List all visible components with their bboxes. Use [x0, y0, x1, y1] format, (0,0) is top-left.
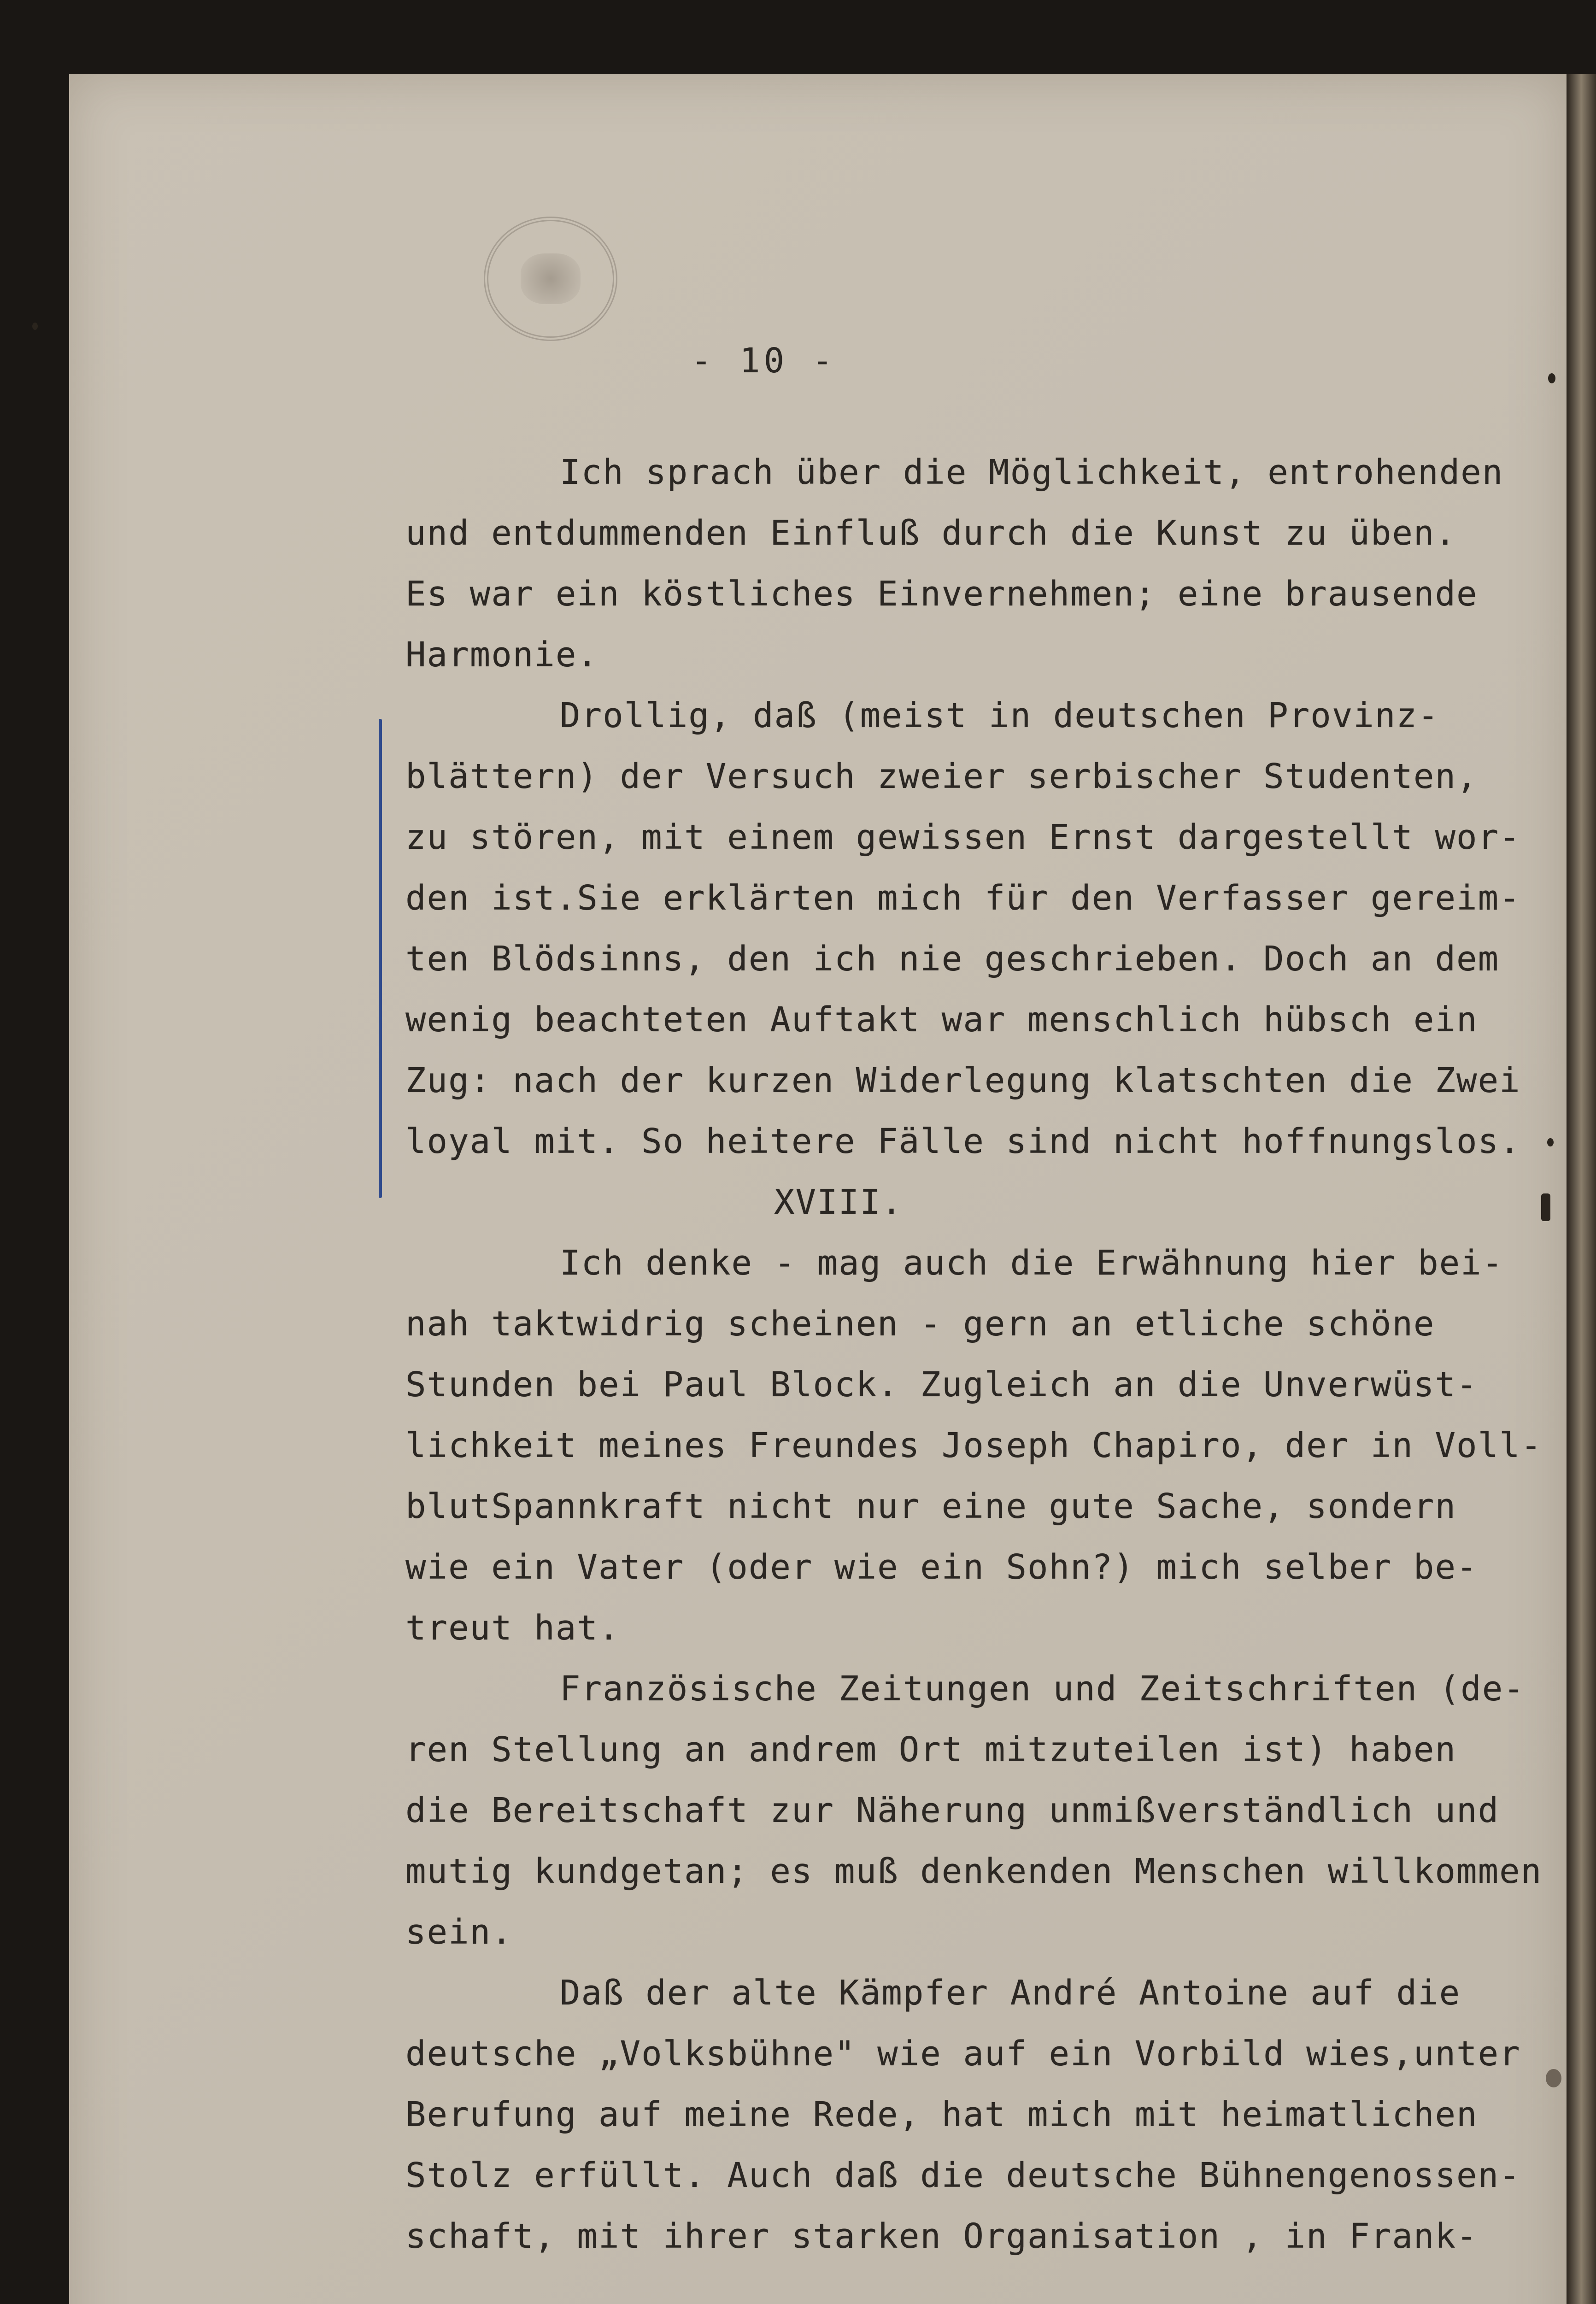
- text-line: loyal mit. So heitere Fälle sind nicht hoffnungslos.: [405, 1122, 1521, 1161]
- text-line: blutSpannkraft nicht nur eine gute Sache, sondern: [405, 1487, 1457, 1526]
- text-line: Berufung auf meine Rede, hat mich mit heimatlichen: [405, 2095, 1478, 2134]
- text-line: Harmonie.: [405, 635, 598, 675]
- text-line: Drollig, daß (meist in deutschen Provinz-: [560, 696, 1439, 735]
- text-line: treut hat.: [405, 1608, 620, 1648]
- text-line: Französische Zeitungen und Zeitschriften (de-: [560, 1669, 1525, 1709]
- ink-speck: [1548, 373, 1555, 383]
- text-line: Stolz erfüllt. Auch daß die deutsche Bühnengenossen-: [405, 2156, 1521, 2195]
- text-line: Daß der alte Kämpfer André Antoine auf die: [560, 1973, 1461, 2013]
- text-line: wenig beachteten Auftakt war menschlich hübsch ein: [405, 1000, 1478, 1040]
- text-line: Zug: nach der kurzen Widerlegung klatschten die Zwei: [405, 1061, 1521, 1100]
- text-line: lichkeit meines Freundes Joseph Chapiro, der in Voll-: [405, 1426, 1543, 1465]
- text-line: wie ein Vater (oder wie ein Sohn?) mich selber be-: [405, 1547, 1478, 1587]
- text-line: blättern) der Versuch zweier serbischer Studenten,: [405, 757, 1478, 796]
- text-line: Ich sprach über die Möglichkeit, entrohenden: [560, 453, 1504, 492]
- ink-speck: [32, 323, 38, 330]
- ink-speck: [1546, 2069, 1561, 2087]
- page-number: - 10 -: [691, 341, 837, 381]
- text-line: Es war ein köstliches Einvernehmen; eine brausende: [405, 574, 1478, 614]
- section-heading: XVIII.: [774, 1182, 903, 1222]
- ink-speck: [1547, 1138, 1554, 1146]
- ink-speck: [1541, 1193, 1550, 1221]
- text-line: mutig kundgetan; es muß denkenden Menschen willkommen: [405, 1851, 1543, 1891]
- text-line: und entdummenden Einfluß durch die Kunst zu üben.: [405, 513, 1457, 553]
- text-line: Ich denke - mag auch die Erwähnung hier bei-: [560, 1243, 1504, 1283]
- text-line: schaft, mit ihrer starken Organisation , in Frank-: [405, 2216, 1478, 2256]
- text-line: ten Blödsinns, den ich nie geschrieben. Doch an dem: [405, 939, 1500, 979]
- text-line: zu stören, mit einem gewissen Ernst dargestellt wor-: [405, 817, 1521, 857]
- text-line: sein.: [405, 1912, 513, 1952]
- text-line: deutsche „Volksbühne" wie auf ein Vorbild wies,unter: [405, 2034, 1521, 2074]
- text-line: den ist.Sie erklärten mich für den Verfasser gereim-: [405, 878, 1521, 918]
- text-line: nah taktwidrig scheinen - gern an etliche schöne: [405, 1304, 1435, 1344]
- text-line: die Bereitschaft zur Näherung unmißverständlich und: [405, 1791, 1500, 1830]
- text-line: Stunden bei Paul Block. Zugleich an die Unverwüst-: [405, 1365, 1478, 1405]
- text-line: ren Stellung an andrem Ort mitzuteilen ist) haben: [405, 1730, 1457, 1769]
